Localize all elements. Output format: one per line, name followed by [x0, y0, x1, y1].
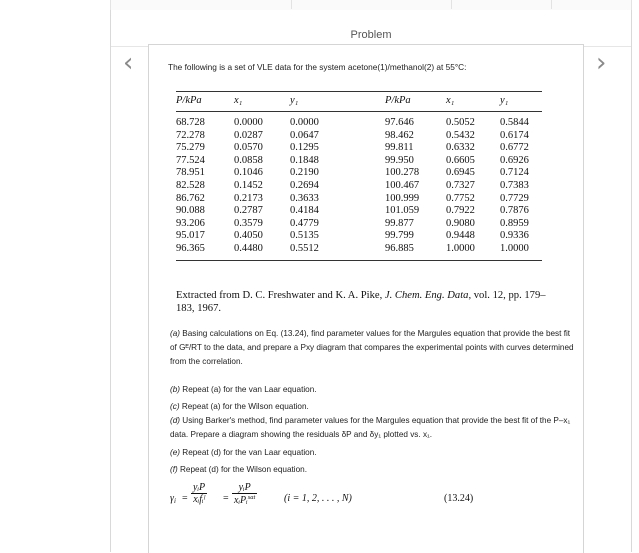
cell-y1: 0.3633 [290, 192, 319, 204]
fraction-pressure [232, 482, 257, 506]
cell-x1: 0.9080 [446, 217, 475, 229]
cell-p: 68.728 [176, 117, 205, 128]
col-header-x1: x₁ [234, 95, 243, 106]
table-row [176, 155, 542, 168]
part-text: Using Barker's method, find parameter values for the Margules equation that provide the best fit of the P–x₁ data. Prepare a diagram showing the residuals δP and δy₁ plotted vs. x₁. [170, 416, 571, 439]
problem-part [170, 414, 575, 442]
cell-y1: 0.1295 [290, 142, 319, 154]
cell-p: 97.646 [385, 117, 414, 128]
part-label: (f) [170, 465, 178, 474]
fraction-numerator: yᵢP [232, 482, 257, 494]
cell-x1: 0.0287 [234, 129, 263, 141]
toolbar-segment [146, 0, 292, 9]
cell-y1: 0.0000 [290, 117, 319, 128]
table-row [176, 218, 542, 231]
cell-y1: 0.7124 [500, 167, 529, 179]
cell-p: 100.467 [385, 179, 420, 191]
cell-x1: 0.4480 [234, 242, 263, 254]
sat-superscript: sat [247, 494, 256, 501]
cell-x1: 0.0570 [234, 142, 263, 154]
cell-y1: 1.0000 [500, 242, 529, 254]
cell-p: 75.279 [176, 142, 205, 154]
cell-p: 86.762 [176, 192, 205, 204]
cell-p: 77.524 [176, 154, 205, 166]
citation-prefix: Extracted from D. C. Freshwater and K. A. Pike, [176, 290, 385, 301]
part-text: Basing calculations on Eq. (13.24), find parameter values for the Margules equation that provide the best fit of Gᴱ/RT to the data, and prepare a Pxy diagram that compares the experimental points with curves determined from the correlation. [170, 329, 574, 366]
problem-part [170, 383, 575, 397]
fraction-denominator: xᵢfᵢˡ [193, 494, 205, 505]
cell-p: 95.017 [176, 230, 205, 242]
cell-x1: 0.3579 [234, 217, 263, 229]
modal-title: Problem [350, 29, 392, 41]
col-header-p: P/kPa [176, 95, 202, 106]
equals-sign: = [223, 493, 229, 504]
cell-p: 82.528 [176, 179, 205, 191]
cell-y1: 0.1848 [290, 154, 319, 166]
cell-x1: 0.2173 [234, 192, 263, 204]
cell-y1: 0.6772 [500, 142, 529, 154]
cell-x1: 0.2787 [234, 205, 263, 217]
cell-y1: 0.2190 [290, 167, 319, 179]
index-range: (i = 1, 2, . . . , N) [284, 493, 352, 504]
toolbar-segment [291, 0, 452, 9]
cell-p: 100.999 [385, 192, 420, 204]
cell-p: 99.811 [385, 142, 414, 154]
cell-y1: 0.2694 [290, 179, 319, 191]
cell-p: 90.088 [176, 205, 205, 217]
cell-y1: 0.6174 [500, 129, 529, 141]
part-label: (d) [170, 416, 181, 425]
table-row [176, 205, 542, 218]
gamma-subscript: i [173, 497, 176, 505]
table-row [176, 180, 542, 193]
data-source-citation [176, 289, 548, 315]
citation-suffix: vol. 12, pp. 179–183, 1967. [176, 290, 546, 314]
cell-p: 96.365 [176, 242, 205, 254]
part-text: Repeat (a) for the Wilson equation. [179, 402, 309, 411]
cell-x1: 0.1452 [234, 179, 263, 191]
problem-part [170, 463, 575, 477]
cell-y1: 0.4779 [290, 217, 319, 229]
cell-y1: 0.0647 [290, 129, 319, 141]
col-header-x1: x₁ [446, 95, 455, 106]
cell-x1: 0.6605 [446, 154, 475, 166]
cell-x1: 0.7752 [446, 192, 475, 204]
cell-x1: 0.1046 [234, 167, 263, 179]
table-body [176, 112, 542, 261]
equation-13-24 [170, 482, 550, 516]
cell-x1: 0.7922 [446, 205, 475, 217]
part-text: Repeat (d) for the Wilson equation. [177, 465, 307, 474]
col-header-y1: y₁ [290, 95, 299, 106]
cell-y1: 0.5512 [290, 242, 319, 254]
fraction-denominator [232, 494, 257, 506]
part-text: Repeat (a) for the van Laar equation. [180, 385, 317, 394]
part-label: (a) [170, 329, 181, 338]
cell-p: 99.877 [385, 217, 414, 229]
citation-journal: J. Chem. Eng. Data, [384, 290, 472, 301]
part-label: (b) [170, 385, 181, 394]
cell-y1: 0.7876 [500, 205, 529, 217]
problem-part [170, 327, 575, 369]
cell-p: 99.799 [385, 230, 414, 242]
cell-x1: 0.6332 [446, 142, 475, 154]
cell-y1: 0.7383 [500, 179, 529, 191]
table-row [176, 243, 542, 260]
cell-y1: 0.4184 [290, 205, 319, 217]
cell-y1: 0.6926 [500, 154, 529, 166]
cell-p: 101.059 [385, 205, 420, 217]
problem-part [170, 446, 575, 460]
table-row [176, 112, 542, 130]
cell-x1: 0.5432 [446, 129, 475, 141]
part-label: (e) [170, 448, 181, 457]
cell-y1: 0.9336 [500, 230, 529, 242]
cell-x1: 0.0858 [234, 154, 263, 166]
cell-p: 100.278 [385, 167, 420, 179]
table-row [176, 130, 542, 143]
cell-x1: 1.0000 [446, 242, 475, 254]
table-header-row [176, 92, 542, 112]
cell-x1: 0.5052 [446, 117, 475, 128]
toolbar-segment [451, 0, 552, 9]
cell-p: 98.462 [385, 129, 414, 141]
cell-x1: 0.9448 [446, 230, 475, 242]
table-row [176, 167, 542, 180]
problem-intro: The following is a set of VLE data for the system acetone(1)/methanol(2) at 55°C: [168, 62, 467, 72]
gamma-symbol: γ [170, 493, 174, 504]
fraction-numerator: yᵢP [193, 482, 206, 493]
cell-y1: 0.7729 [500, 192, 529, 204]
col-header-p: P/kPa [385, 95, 411, 106]
part-text: Repeat (d) for the van Laar equation. [180, 448, 317, 457]
cell-y1: 0.8959 [500, 217, 529, 229]
cell-x1: 0.7327 [446, 179, 475, 191]
cell-p: 72.278 [176, 129, 205, 141]
part-label: (c) [170, 402, 180, 411]
cell-p: 78.951 [176, 167, 205, 179]
equation-number: (13.24) [444, 493, 474, 504]
cell-x1: 0.6945 [446, 167, 475, 179]
cell-p: 96.885 [385, 242, 414, 254]
col-header-y1: y₁ [500, 95, 509, 106]
formula-gamma [170, 493, 176, 505]
equals-sign: = [182, 493, 188, 504]
cell-x1: 0.4050 [234, 230, 263, 242]
problem-content-panel [148, 44, 584, 553]
table-row [176, 230, 542, 243]
fraction-fugacity [191, 482, 207, 505]
previous-arrow-icon[interactable]: ‹ [123, 48, 134, 78]
cell-p: 93.206 [176, 217, 205, 229]
cell-y1: 0.5135 [290, 230, 319, 242]
denominator-text: xᵢPᵢ [234, 495, 248, 506]
table-row [176, 193, 542, 206]
cell-x1: 0.0000 [234, 117, 263, 128]
vle-data-table [176, 91, 542, 261]
problem-part [170, 400, 575, 414]
cell-y1: 0.5844 [500, 117, 529, 128]
cell-p: 99.950 [385, 154, 414, 166]
next-arrow-icon[interactable]: › [596, 48, 607, 78]
table-row [176, 142, 542, 155]
